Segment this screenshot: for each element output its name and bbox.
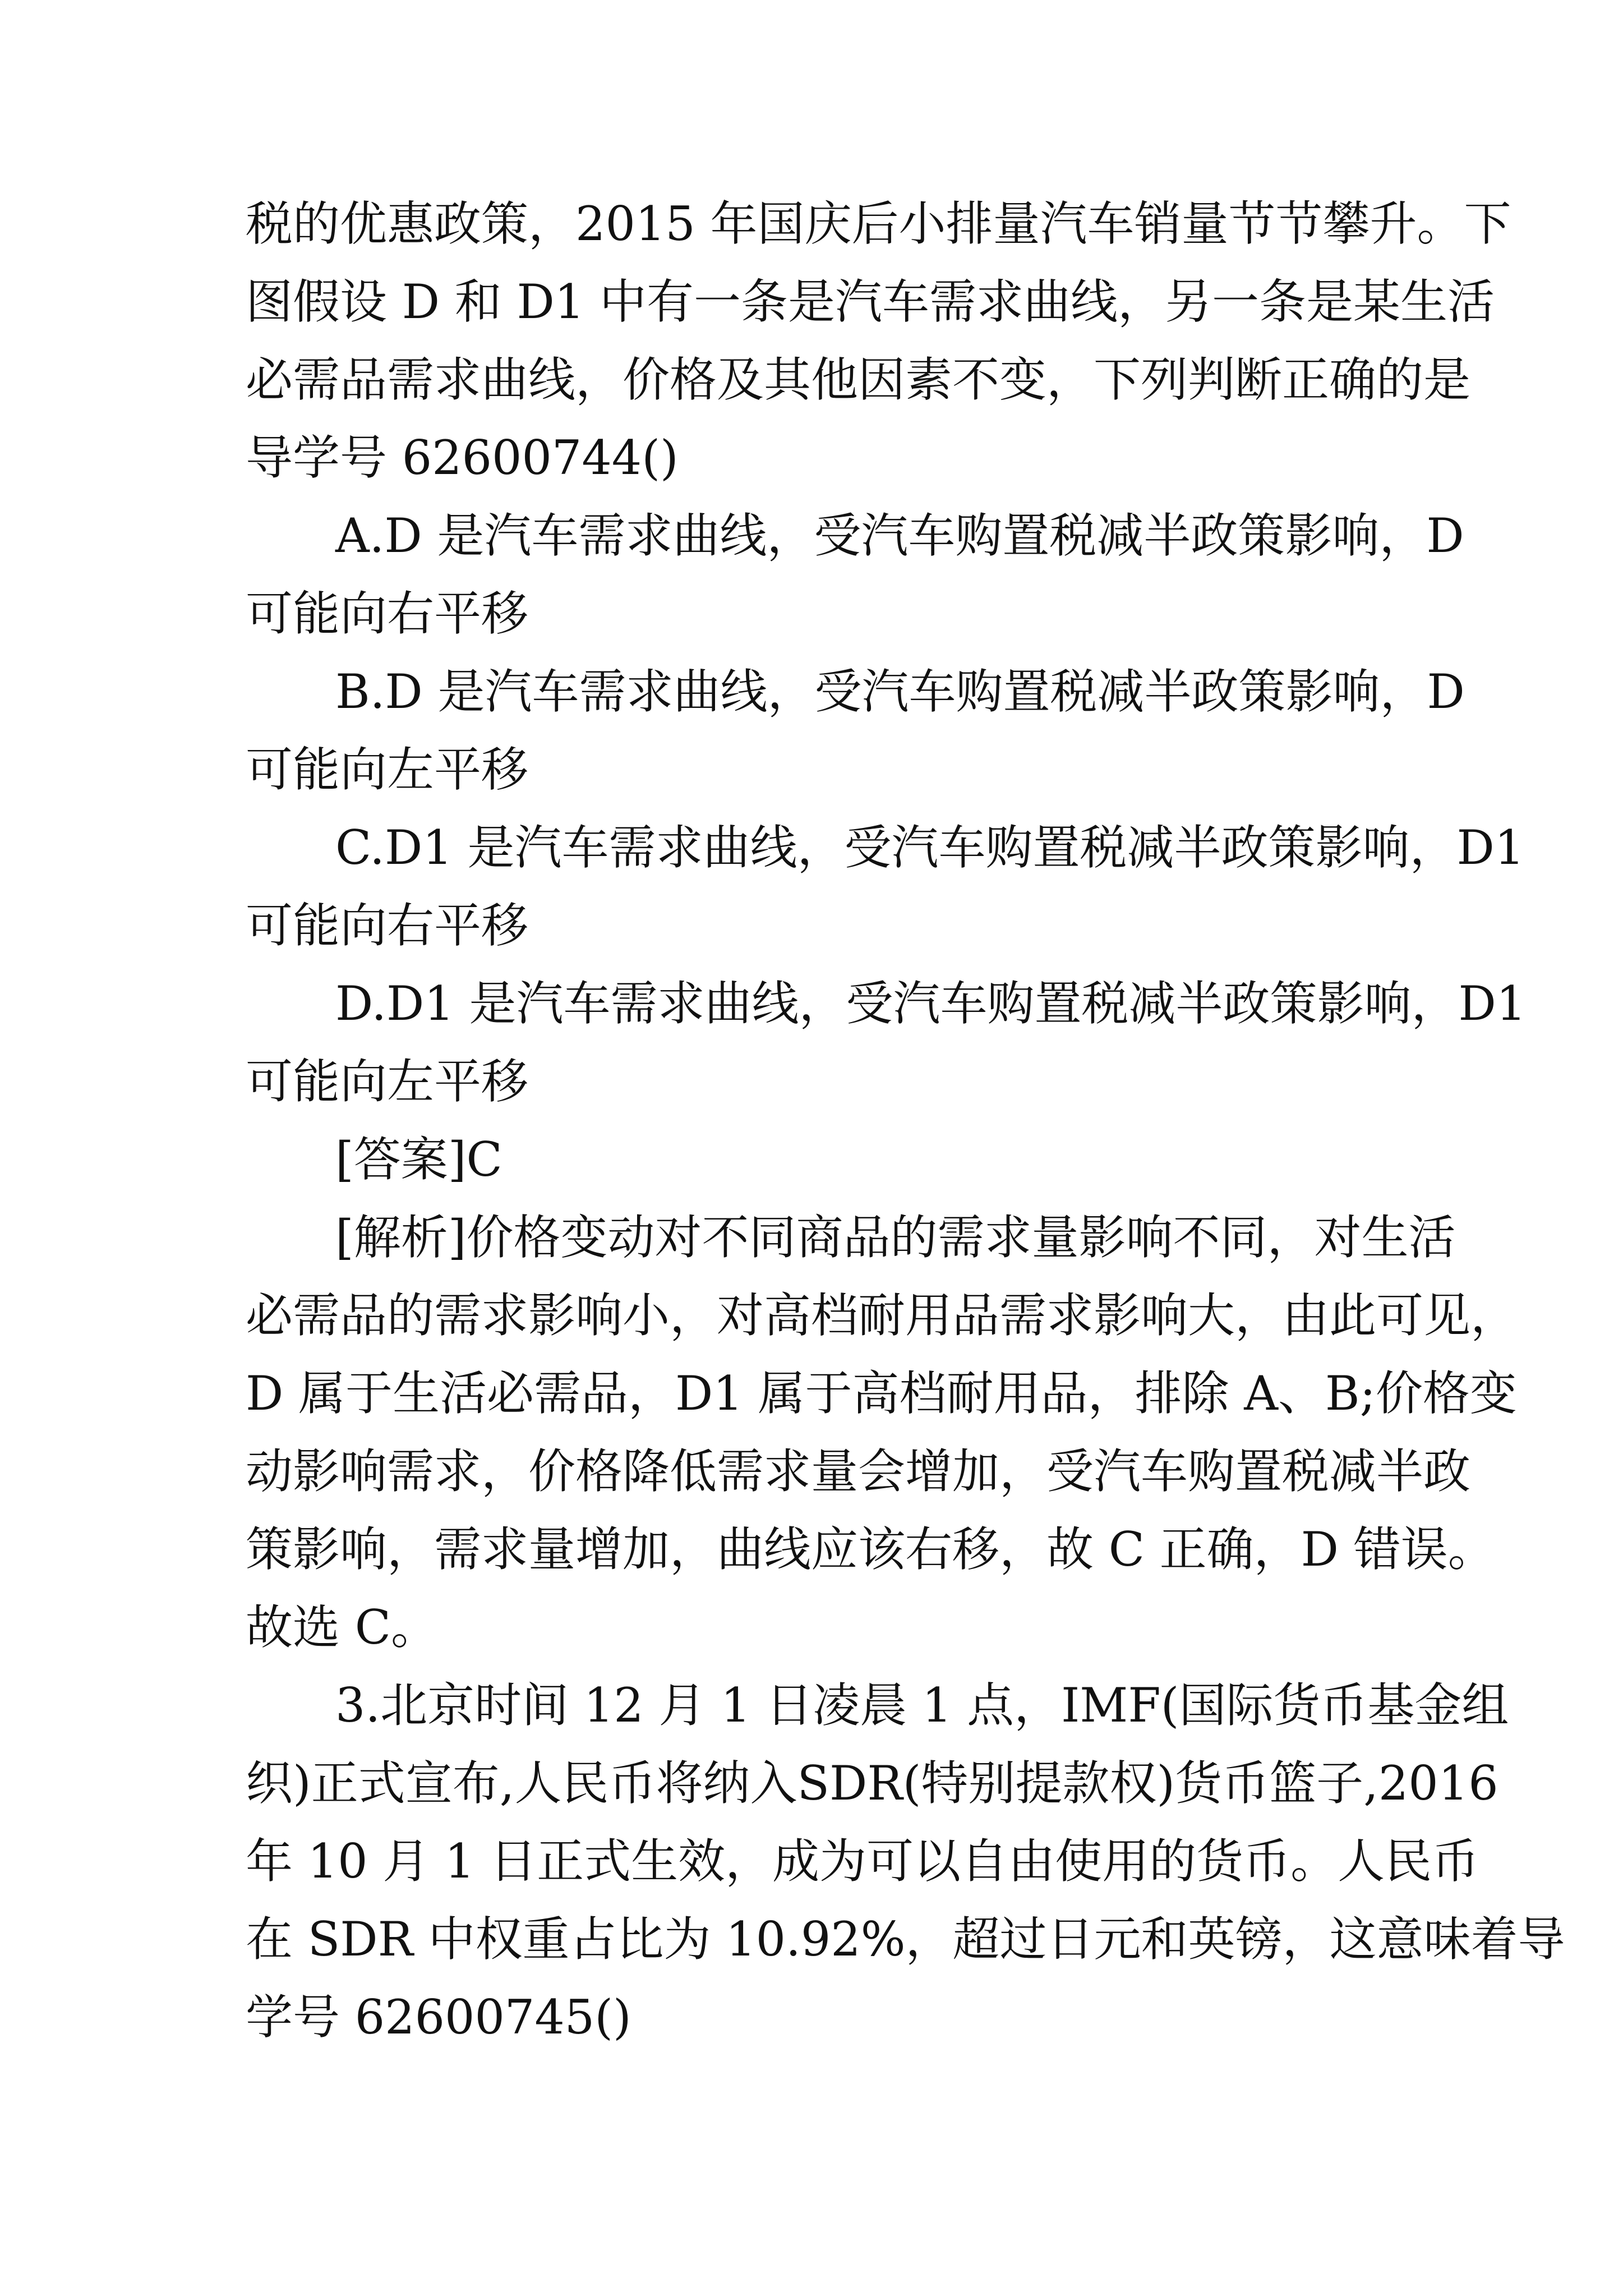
q3-stem-line-4: 在 SDR 中权重占比为 10.92%，超过日元和英镑，这意味着导 — [246, 1912, 1565, 1967]
q2-stem-line-2: 图假设 D 和 D1 中有一条是汽车需求曲线，另一条是某生活 — [246, 274, 1495, 329]
analysis-line-6: 故选 C。 — [246, 1600, 438, 1655]
q2-stem-line-4: 导学号 62600744() — [246, 430, 679, 485]
option-c-line-1: C.D1 是汽车需求曲线，受汽车购置税减半政策影响，D1 — [335, 820, 1525, 875]
option-d-line-2: 可能向左平移 — [246, 1054, 529, 1109]
option-b-line-1: B.D 是汽车需求曲线，受汽车购置税减半政策影响，D — [335, 664, 1465, 719]
q3-stem-line-3: 年 10 月 1 日正式生效，成为可以自由使用的货币。人民币 — [246, 1834, 1479, 1889]
q2-stem-line-3: 必需品需求曲线，价格及其他因素不变，下列判断正确的是 — [246, 352, 1471, 407]
q2-stem-line-1: 税的优惠政策，2015 年国庆后小排量汽车销量节节攀升。下 — [246, 196, 1511, 251]
analysis-line-2: 必需品的需求影响小，对高档耐用品需求影响大，由此可见， — [246, 1288, 1518, 1343]
analysis-line-5: 策影响，需求量增加，曲线应该右移，故 C 正确，D 错误。 — [246, 1522, 1495, 1577]
analysis-line-4: 动影响需求，价格降低需求量会增加，受汽车购置税减半政 — [246, 1444, 1471, 1499]
q3-stem-line-1: 3.北京时间 12 月 1 日凌晨 1 点，IMF(国际货币基金组 — [335, 1678, 1509, 1733]
q3-stem-line-2: 织)正式宣布,人民币将纳入SDR(特别提款权)货币篮子,2016 — [246, 1756, 1498, 1811]
option-a-line-1: A.D 是汽车需求曲线，受汽车购置税减半政策影响，D — [335, 508, 1464, 563]
document-body — [246, 185, 1565, 2056]
option-d-line-1: D.D1 是汽车需求曲线，受汽车购置税减半政策影响，D1 — [335, 976, 1527, 1031]
analysis-line-1: [解析]价格变动对不同商品的需求量影响不同，对生活 — [335, 1210, 1456, 1265]
option-c-line-2: 可能向右平移 — [246, 898, 529, 953]
answer-line: [答案]C — [335, 1132, 502, 1187]
analysis-line-3: D 属于生活必需品，D1 属于高档耐用品，排除 A、B;价格变 — [246, 1366, 1517, 1421]
option-b-line-2: 可能向左平移 — [246, 742, 529, 797]
q3-stem-line-5: 学号 62600745() — [246, 1990, 631, 2045]
option-a-line-2: 可能向右平移 — [246, 586, 529, 641]
